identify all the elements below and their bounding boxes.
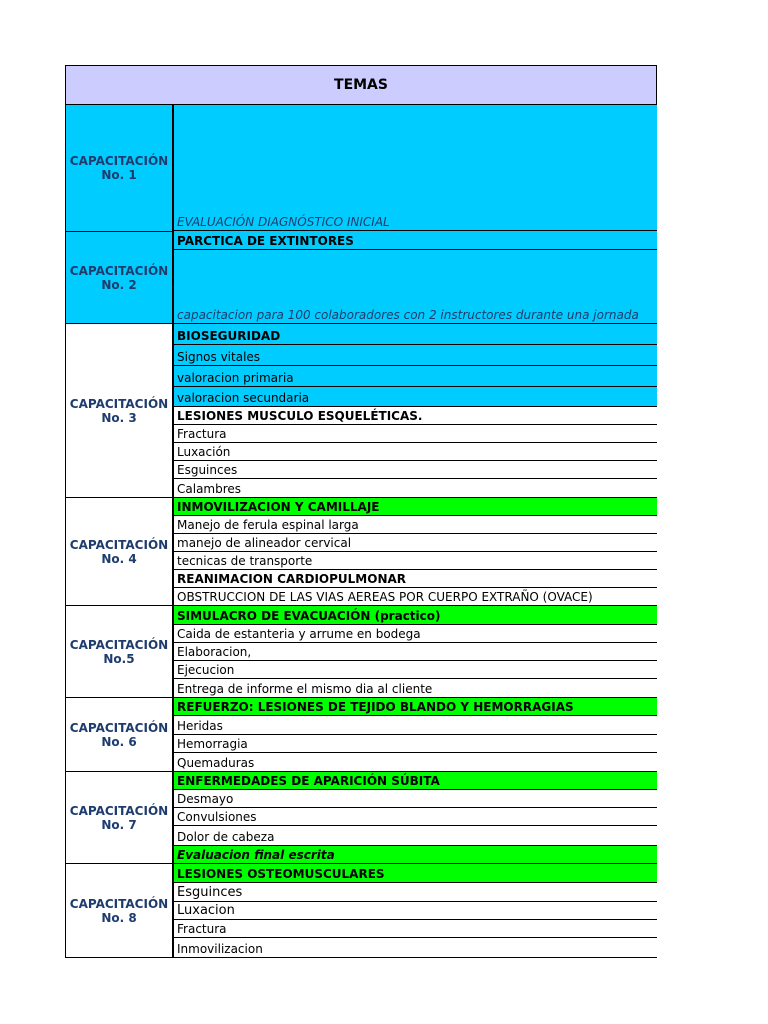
topic-row bbox=[173, 902, 657, 920]
topic-text: valoracion secundaria bbox=[177, 391, 310, 405]
session-number: No.5 bbox=[103, 651, 135, 666]
topic-text: Esguinces bbox=[177, 463, 238, 477]
session-number: No. 2 bbox=[101, 277, 137, 292]
topic-text: Heridas bbox=[177, 719, 223, 733]
session-label-2 bbox=[65, 232, 173, 324]
topic-text: Elaboracion, bbox=[177, 645, 252, 659]
session-number: No. 4 bbox=[101, 551, 137, 566]
session-label-1 bbox=[65, 105, 173, 232]
topic-row bbox=[173, 679, 657, 698]
topic-text: Convulsiones bbox=[177, 810, 257, 824]
session-title: CAPACITACIÓN bbox=[69, 154, 169, 168]
session-title: CAPACITACIÓN bbox=[69, 637, 169, 652]
topic-row bbox=[173, 324, 657, 345]
topic-text: Entrega de informe el mismo dia al cliente bbox=[177, 682, 433, 696]
topic-row bbox=[173, 735, 657, 753]
topic-row bbox=[173, 846, 657, 864]
session-number: No. 6 bbox=[101, 734, 137, 749]
topic-row bbox=[173, 425, 657, 443]
topic-text: Fractura bbox=[177, 427, 227, 441]
session-title: CAPACITACIÓN bbox=[69, 720, 169, 735]
topic-text: Hemorragia bbox=[177, 737, 248, 751]
session-label-5 bbox=[65, 606, 173, 698]
topic-row bbox=[173, 920, 657, 938]
topic-row bbox=[173, 498, 657, 516]
session-title: CAPACITACIÓN bbox=[69, 803, 169, 818]
topic-row bbox=[173, 366, 657, 387]
topic-row bbox=[173, 105, 657, 231]
session-number: No. 7 bbox=[101, 817, 137, 832]
session-number: No. 1 bbox=[101, 168, 137, 182]
session-label-3 bbox=[65, 324, 173, 498]
topic-text: BIOSEGURIDAD bbox=[177, 329, 281, 343]
topic-text: Quemaduras bbox=[177, 756, 255, 770]
topic-text: Luxacion bbox=[177, 903, 235, 918]
topic-text: REANIMACION CARDIOPULMONAR bbox=[177, 572, 407, 586]
topic-row bbox=[173, 407, 657, 425]
topic-row bbox=[173, 772, 657, 790]
session-title: CAPACITACIÓN bbox=[69, 396, 169, 411]
topic-text: Calambres bbox=[177, 482, 242, 496]
topic-text: INMOVILIZACION Y CAMILLAJE bbox=[177, 500, 380, 514]
topic-row bbox=[173, 864, 657, 883]
topic-row bbox=[173, 479, 657, 498]
topic-row bbox=[173, 826, 657, 846]
topic-text: EVALUACIÓN DIAGNÓSTICO INICIAL bbox=[177, 215, 390, 229]
topic-row bbox=[173, 588, 657, 606]
topic-row bbox=[173, 570, 657, 588]
topic-row bbox=[173, 698, 657, 716]
topic-text: Evaluacion final escrita bbox=[177, 848, 335, 862]
topic-text: capacitacion para 100 colaboradores con 2 instructores durante una jornada bbox=[177, 308, 639, 322]
topic-row bbox=[173, 661, 657, 679]
topic-row bbox=[173, 790, 657, 808]
topic-row bbox=[173, 387, 657, 407]
topic-text: valoracion primaria bbox=[177, 371, 294, 385]
topic-text: ENFERMEDADES DE APARICIÓN SÚBITA bbox=[177, 774, 440, 788]
session-label-6 bbox=[65, 698, 173, 772]
topic-text: Inmovilizacion bbox=[177, 942, 263, 956]
session-label-7 bbox=[65, 772, 173, 864]
topic-text: manejo de alineador cervical bbox=[177, 536, 352, 550]
topic-row bbox=[173, 716, 657, 735]
topic-text: tecnicas de transporte bbox=[177, 554, 313, 568]
topic-text: SIMULACRO DE EVACUACIÓN (practico) bbox=[177, 609, 441, 623]
session-title: CAPACITACIÓN bbox=[69, 537, 169, 552]
session-label-8 bbox=[65, 864, 173, 958]
topic-text: Caida de estanteria y arrume en bodega bbox=[177, 627, 421, 641]
topic-row bbox=[173, 753, 657, 772]
session-label-4 bbox=[65, 498, 173, 606]
topic-text: REFUERZO: LESIONES DE TEJIDO BLANDO Y HEMORRAGIAS bbox=[177, 700, 574, 714]
topic-text: Signos vitales bbox=[177, 350, 261, 364]
session-number: No. 8 bbox=[101, 910, 137, 925]
table-header-title: TEMAS bbox=[65, 65, 657, 105]
topic-text: LESIONES OSTEOMUSCULARES bbox=[177, 867, 385, 881]
topic-row bbox=[173, 461, 657, 479]
topic-row bbox=[173, 606, 657, 625]
topic-row bbox=[173, 250, 657, 324]
topic-text: PARCTICA DE EXTINTORES bbox=[177, 234, 354, 248]
topic-row bbox=[173, 808, 657, 826]
topic-row bbox=[173, 643, 657, 661]
topic-row bbox=[173, 625, 657, 643]
topic-row bbox=[173, 883, 657, 902]
session-title: CAPACITACIÓN bbox=[69, 263, 169, 278]
topic-text: Luxación bbox=[177, 445, 231, 459]
topic-text: Desmayo bbox=[177, 792, 234, 806]
topic-row bbox=[173, 345, 657, 366]
table-left-border bbox=[65, 105, 66, 958]
topic-row bbox=[173, 534, 657, 552]
topic-text: Ejecucion bbox=[177, 663, 235, 677]
topic-row bbox=[173, 443, 657, 461]
topic-text: Fractura bbox=[177, 922, 227, 936]
session-number: No. 3 bbox=[101, 410, 137, 425]
topic-text: OBSTRUCCION DE LAS VIAS AEREAS POR CUERPO EXTRAÑO (OVACE) bbox=[177, 590, 593, 604]
topic-row bbox=[173, 231, 657, 250]
topic-row bbox=[173, 552, 657, 570]
topic-row bbox=[173, 516, 657, 534]
topic-text: Manejo de ferula espinal larga bbox=[177, 518, 359, 532]
topic-row bbox=[173, 938, 657, 958]
topic-text: Esguinces bbox=[177, 885, 243, 900]
topic-text: Dolor de cabeza bbox=[177, 830, 275, 844]
session-title: CAPACITACIÓN bbox=[69, 896, 169, 911]
topic-text: LESIONES MUSCULO ESQUELÉTICAS. bbox=[177, 409, 423, 423]
